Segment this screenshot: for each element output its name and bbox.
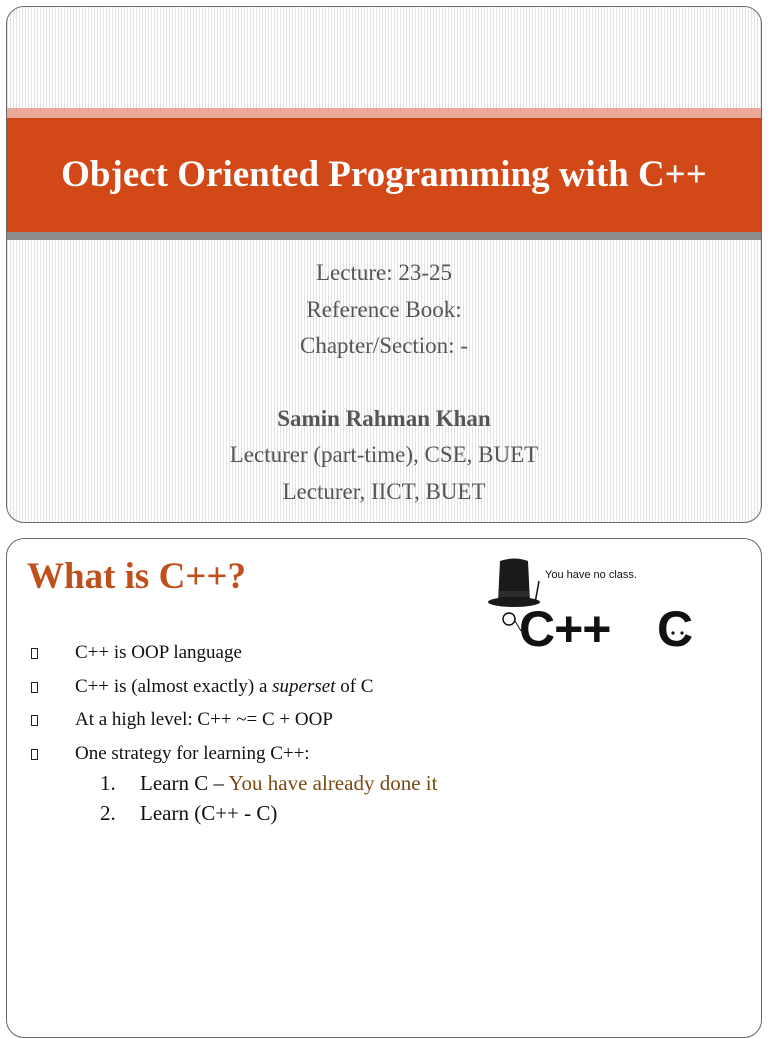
- reference-book: Reference Book:: [306, 296, 462, 322]
- bullet-item: [7, 636, 747, 670]
- lecture-number: Lecture: 23-25: [315, 260, 453, 285]
- step-text-main: Learn C –: [140, 771, 229, 795]
- what-is-cpp-slide: [6, 538, 762, 1038]
- strategy-step: [7, 798, 747, 828]
- square-bullet-icon: [31, 648, 38, 659]
- step-number: 1.: [100, 771, 116, 795]
- square-bullet-icon: [31, 682, 38, 693]
- bullet-text-before: C++ is (almost exactly) a: [75, 675, 273, 697]
- author-position-iict: Lecturer, IICT, BUET: [282, 478, 486, 504]
- author-name: Samin Rahman Khan: [277, 405, 491, 431]
- slide-title: Object Oriented Programming with C++: [61, 153, 707, 195]
- title-accent-stripe-top: [7, 108, 761, 118]
- bullet-item: [7, 737, 747, 771]
- step-highlight: You have already done it: [228, 771, 438, 795]
- step-number: 2.: [100, 801, 116, 825]
- strategy-step: [7, 768, 747, 798]
- author-position-cse: Lecturer (part-time), CSE, BUET: [229, 442, 539, 467]
- bullet-text: One strategy for learning C++:: [75, 742, 310, 764]
- bullet-text: At a high level: C++ ~= C + OOP: [75, 709, 333, 730]
- bullet-text-after: of C: [335, 675, 374, 697]
- bullet-item: [7, 670, 747, 704]
- cartoon-cpp-label: C++: [519, 601, 611, 657]
- cartoon-caption: You have no class.: [545, 569, 637, 581]
- subtitle-block: [7, 255, 761, 510]
- strategy-steps: [7, 768, 747, 828]
- top-hat-icon: [488, 559, 540, 608]
- cartoon-c-label: C: [657, 601, 694, 657]
- bullet-list: [7, 636, 747, 770]
- square-bullet-icon: [31, 749, 38, 760]
- step-text: [140, 768, 437, 798]
- title-accent-stripe-bottom: [7, 232, 761, 240]
- bullet-text: [75, 670, 373, 704]
- title-band: [7, 118, 761, 239]
- bullet-text: C++ is OOP language: [75, 642, 242, 663]
- chapter-section: Chapter/Section: -: [300, 333, 468, 358]
- title-slide: [6, 6, 762, 523]
- square-bullet-icon: [31, 715, 38, 726]
- subtitle-spacer: [7, 365, 761, 401]
- bullet-item: [7, 703, 747, 737]
- slide-heading: What is C++?: [27, 556, 246, 597]
- step-text: Learn (C++ - C): [140, 801, 278, 825]
- bullet-text-emphasis: superset: [272, 675, 336, 697]
